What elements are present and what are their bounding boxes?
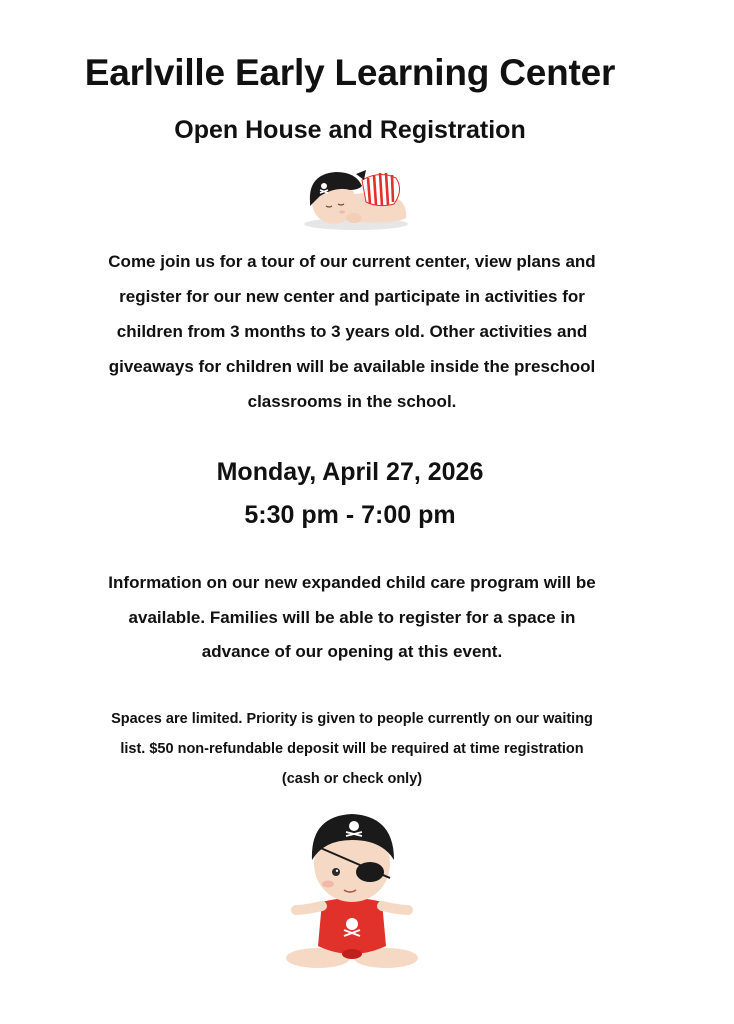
sleeping-pirate-baby-icon: [296, 160, 414, 234]
info-line: advance of our opening at this event.: [201, 642, 503, 661]
intro-line: register for our new center and participate in activities for: [119, 287, 585, 306]
flyer-subtitle: Open House and Registration: [174, 116, 526, 144]
intro-line: giveaways for children will be available inside the preschool: [108, 357, 596, 376]
event-date: Monday, April 27, 2026: [216, 458, 484, 486]
spaces-paragraph: [60, 704, 644, 794]
event-time: 5:30 pm - 7:00 pm: [244, 501, 456, 529]
intro-line: children from 3 months to 3 years old. Other activities and: [116, 322, 588, 341]
spaces-line: list. $50 non-refundable deposit will be required at time registration: [120, 741, 584, 757]
info-paragraph: [70, 566, 634, 670]
flyer-title: Earlville Early Learning Center: [84, 52, 616, 93]
spaces-line: (cash or check only): [281, 771, 423, 787]
info-line: Information on our new expanded child care program will be: [108, 573, 596, 592]
info-line: available. Families will be able to register for a space in: [128, 607, 576, 627]
intro-paragraph: [70, 244, 634, 419]
sitting-pirate-baby-icon: [282, 806, 422, 976]
intro-line: classrooms in the school.: [247, 392, 457, 411]
intro-line: Come join us for a tour of our current center, view plans and: [108, 252, 596, 271]
spaces-line: Spaces are limited. Priority is given to people currently on our waiting: [111, 711, 593, 727]
